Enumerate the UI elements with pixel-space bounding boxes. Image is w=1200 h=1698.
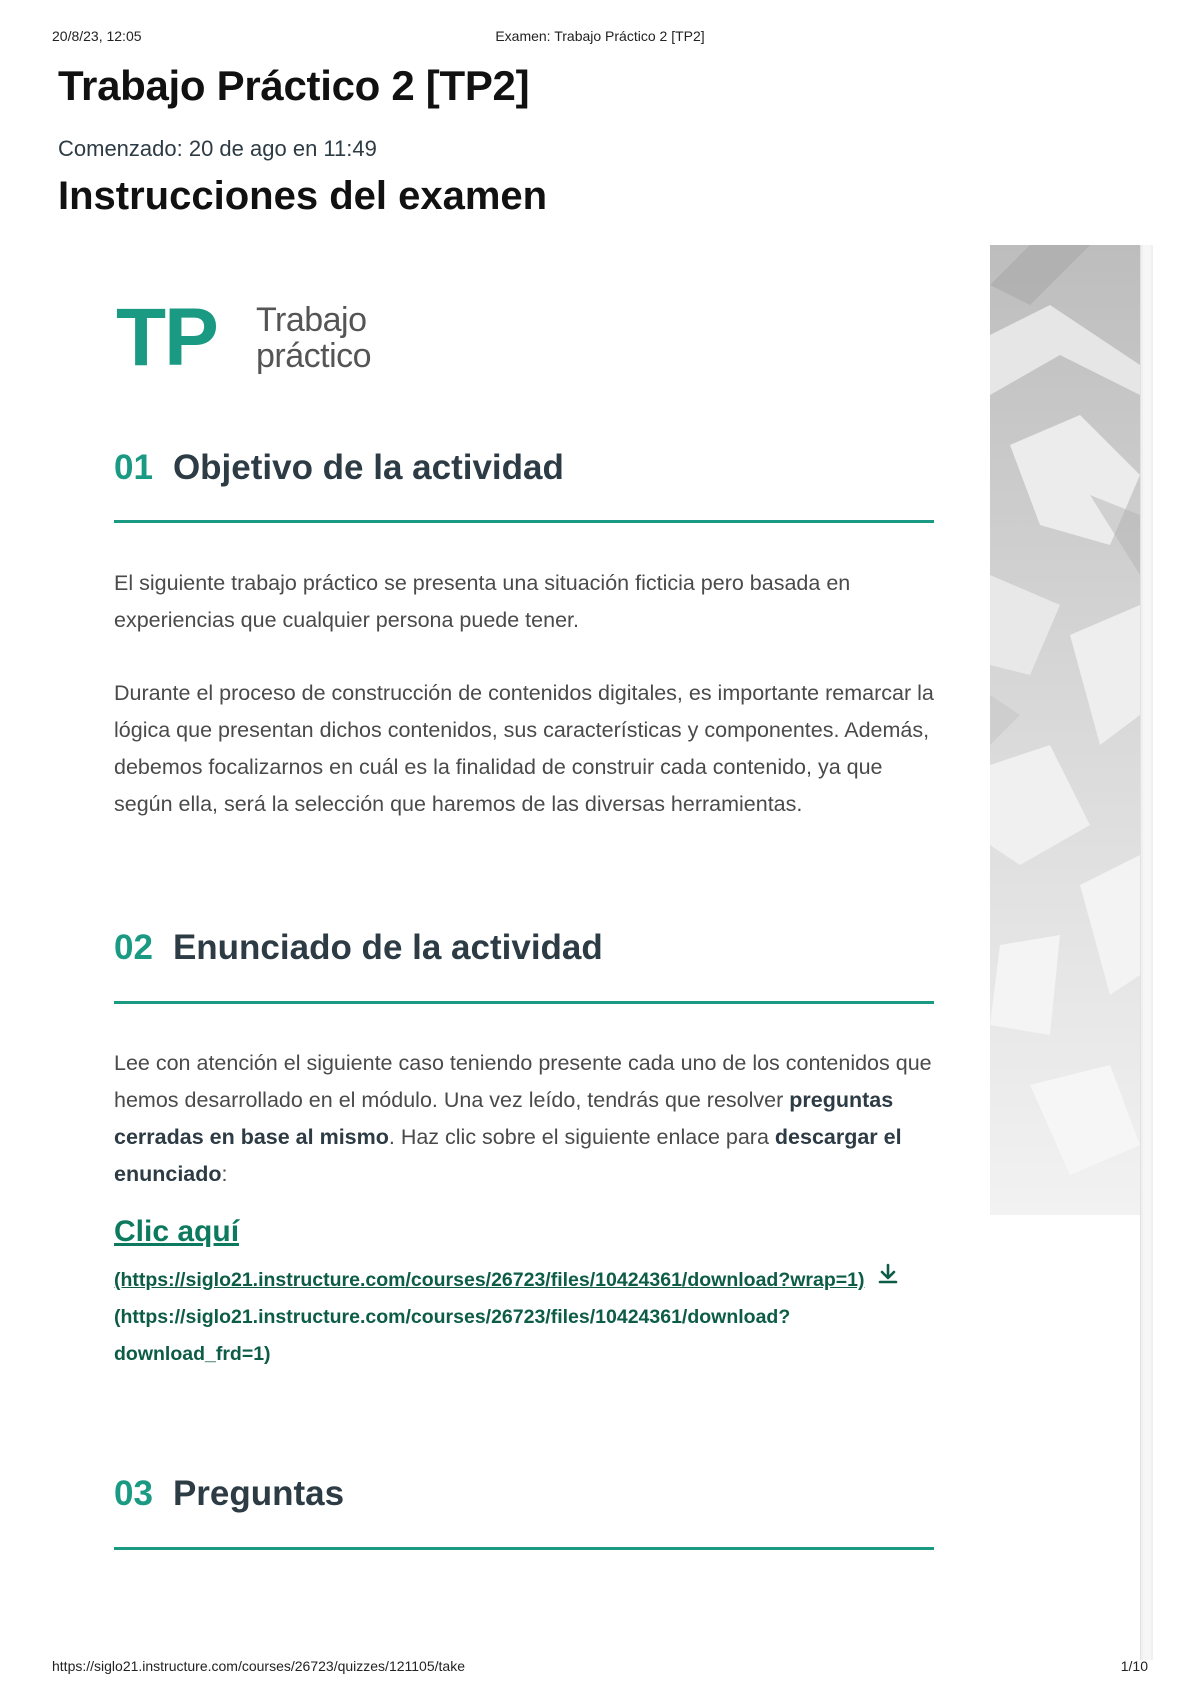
logo-letters: TP (116, 292, 217, 383)
section-number: 03 (114, 1474, 153, 1513)
statement-emphasis: descargar el enunciado (114, 1125, 902, 1186)
started-timestamp: Comenzado: 20 de ago en 11:49 (58, 136, 377, 161)
scrollbar-thumb[interactable] (1143, 245, 1151, 1660)
section-heading-statement (114, 928, 932, 968)
section-heading-objective (114, 448, 932, 488)
scrollbar[interactable] (1140, 245, 1153, 1660)
tp-logo (116, 292, 416, 383)
statement-text: Lee con atención el siguiente caso teniendo presente cada uno de los contenidos que hemos desarrollado en el módulo. Una vez leído, tendrás que resolver (114, 1051, 932, 1112)
decorative-side-image (990, 245, 1140, 1215)
section-label: Enunciado de la actividad (172, 928, 603, 967)
objective-paragraph-2: Durante el proceso de construcción de contenidos digitales, es importante remarcar la lógica que presentan dichos contenidos, sus características y componentes. Además, debemos focalizarnos en cuál es la finalidad de construir cada contenido, ya que según ella, será la selección que haremos de las diversas herramientas. (114, 681, 934, 816)
page-title: Trabajo Práctico 2 [TP2] (58, 62, 530, 109)
section-divider (114, 520, 934, 523)
statement-text: : (221, 1162, 228, 1186)
section-heading-questions (114, 1474, 932, 1514)
statement-text: . Haz clic sobre el siguiente enlace para (388, 1125, 775, 1149)
download-links (114, 1262, 934, 1373)
print-title: Examen: Trabajo Práctico 2 [TP2] (495, 28, 705, 44)
objective-paragraph-1: El siguiente trabajo práctico se presenta una situación ficticia pero basada en experiencias que cualquier persona puede tener. (114, 571, 851, 632)
logo-word-2: práctico (256, 337, 372, 375)
page-number: 1/10 (1120, 1658, 1148, 1674)
section-divider (114, 1547, 934, 1550)
statement-paragraph (114, 1045, 934, 1193)
logo-word-1: Trabajo (256, 301, 367, 339)
download-url-link[interactable]: (https://siglo21.instructure.com/courses/26723/files/10424361/download?download_frd=1) (114, 1306, 791, 1366)
clic-aqui-link[interactable]: Clic aquí (114, 1215, 240, 1248)
download-icon[interactable] (876, 1262, 900, 1299)
instructions-heading: Instrucciones del examen (58, 174, 548, 218)
section-label: Preguntas (172, 1474, 345, 1513)
section-divider (114, 1001, 934, 1004)
print-date: 20/8/23, 12:05 (52, 28, 142, 44)
print-header (52, 28, 1148, 48)
print-footer (52, 1658, 1148, 1678)
print-url: https://siglo21.instructure.com/courses/26723/quizzes/121105/take (52, 1658, 465, 1674)
section-number: 01 (114, 448, 153, 487)
section-label: Objetivo de la actividad (172, 448, 564, 487)
statement-emphasis: preguntas cerradas en base al mismo (114, 1088, 894, 1149)
section-number: 02 (114, 928, 153, 967)
wrap-url-link[interactable]: (https://siglo21.instructure.com/courses/26723/files/10424361/download?wrap=1) (114, 1269, 865, 1291)
